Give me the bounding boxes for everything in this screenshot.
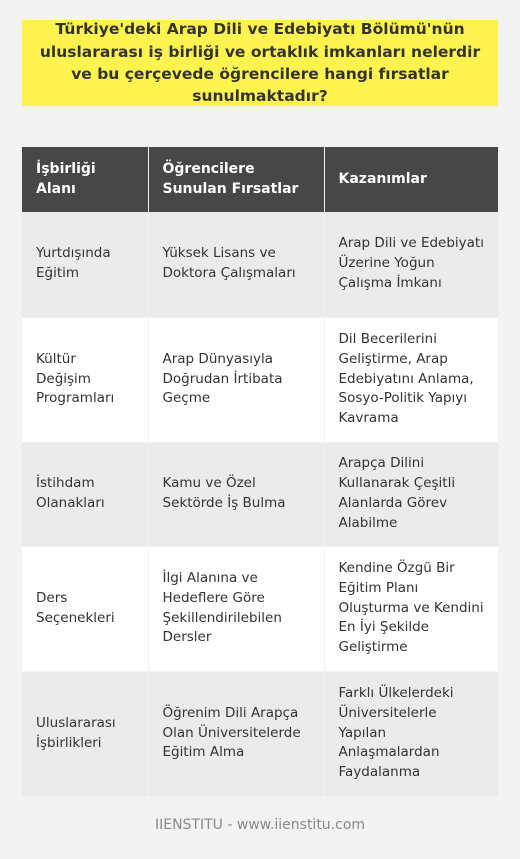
cell-cooperation-area: Kültür Değişim Programları	[22, 317, 148, 442]
table-row	[22, 442, 498, 546]
footer-credit: IIENSTITU - www.iienstitu.com	[154, 817, 366, 833]
header-student-opportunities: Öğrencilere Sunulan Fırsatlar	[148, 147, 324, 212]
cell-opportunity: Öğrenim Dili Arapça Olan Üniversitelerde Eğitim Alma	[148, 671, 324, 796]
table-row	[22, 317, 498, 442]
cell-cooperation-area: İstihdam Olanakları	[22, 442, 148, 546]
header-cooperation-area: İşbirliği Alanı	[22, 147, 148, 212]
header-gains: Kazanımlar	[324, 147, 498, 212]
cell-opportunity: Arap Dünyasıyla Doğrudan İrtibata Geçme	[148, 317, 324, 442]
cell-gain: Kendine Özgü Bir Eğitim Planı Oluşturma ve Kendini En İyi Şekilde Geliştirme	[324, 546, 498, 671]
table-row	[22, 671, 498, 796]
cell-opportunity: Kamu ve Özel Sektörde İş Bulma	[148, 442, 324, 546]
table-row	[22, 546, 498, 671]
page-title: Türkiye'deki Arap Dili ve Edebiyatı Bölümü'nün uluslararası iş birliği ve ortaklık imkanları nelerdir ve bu çerçevede öğrencilere hangi fırsatlar sunulmaktadır?	[39, 20, 481, 106]
cell-gain: Arap Dili ve Edebiyatı Üzerine Yoğun Çalışma İmkanı	[324, 212, 498, 317]
cell-gain: Farklı Ülkelerdeki Üniversitelerle Yapılan Anlaşmalardan Faydalanma	[324, 671, 498, 796]
cell-cooperation-area: Ders Seçenekleri	[22, 546, 148, 671]
cell-opportunity: Yüksek Lisans ve Doktora Çalışmaları	[148, 212, 324, 317]
cell-gain: Arapça Dilini Kullanarak Çeşitli Alanlarda Görev Alabilme	[324, 442, 498, 546]
table-header-row	[22, 147, 498, 212]
cell-cooperation-area: Yurtdışında Eğitim	[22, 212, 148, 317]
cell-gain: Dil Becerilerini Geliştirme, Arap Edebiyatını Anlama, Sosyo-Politik Yapıyı Kavrama	[324, 317, 498, 442]
cell-opportunity: İlgi Alanına ve Hedeflere Göre Şekillendirilebilen Dersler	[148, 546, 324, 671]
table-row	[22, 212, 498, 317]
cell-cooperation-area: Uluslararası İşbirlikleri	[22, 671, 148, 796]
title-banner	[22, 20, 498, 106]
cooperation-table	[22, 147, 498, 797]
